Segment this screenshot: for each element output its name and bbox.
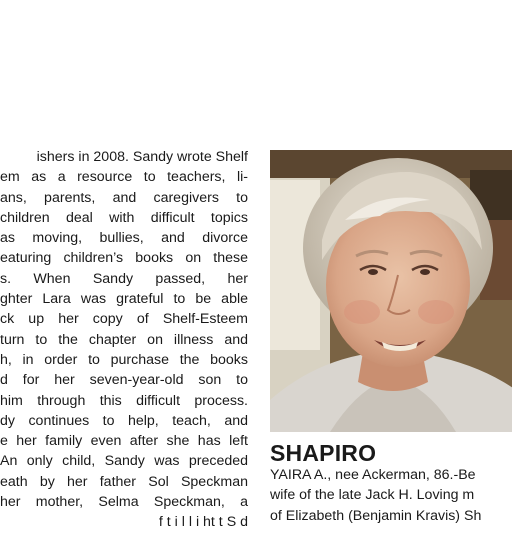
text-line: turn to the chapter on illness and [0,331,248,348]
text-line: eath by her father Sol Speckman [0,473,248,490]
obituary-text [270,465,512,526]
text-line: wife of the late Jack H. Loving m [270,487,475,504]
text-line: children deal with difficult topics [0,209,248,226]
text-line: ishers in 2008. Sandy wrote Shelf [36,149,248,165]
obituary-heading: SHAPIRO [270,440,377,466]
text-line: e her family even after she has left [0,433,248,450]
text-line: ghter Lara was grateful to be able [0,291,248,308]
text-line: h, in order to purchase the books [0,351,248,368]
text-line: her mother, Selma Speckman, a [0,494,248,511]
text-line: him through this difficult process. [0,392,248,409]
previous-obituary-column [0,147,248,533]
text-line: ck up her copy of Shelf-Esteem [0,311,248,328]
text-line: dy continues to help, teach, and [0,412,248,429]
text-line: d for her seven-year-old son to [0,372,248,389]
portrait-image [270,150,512,432]
obituary-photo [270,150,512,432]
text-line: eaturing children’s books on these [0,250,248,267]
text-line: YAIRA A., nee Ackerman, 86.-Be [270,467,476,483]
text-line: em as a resource to teachers, li- [0,169,248,186]
text-line: of Elizabeth (Benjamin Kravis) Sh [270,507,482,524]
text-line: f t i l l i ht t S d [158,514,248,531]
text-line: s. When Sandy passed, her [0,270,248,287]
text-line: ans, parents, and caregivers to [0,189,248,206]
text-line: An only child, Sandy was preceded [0,453,248,470]
text-line: as moving, bullies, and divorce [0,230,248,247]
